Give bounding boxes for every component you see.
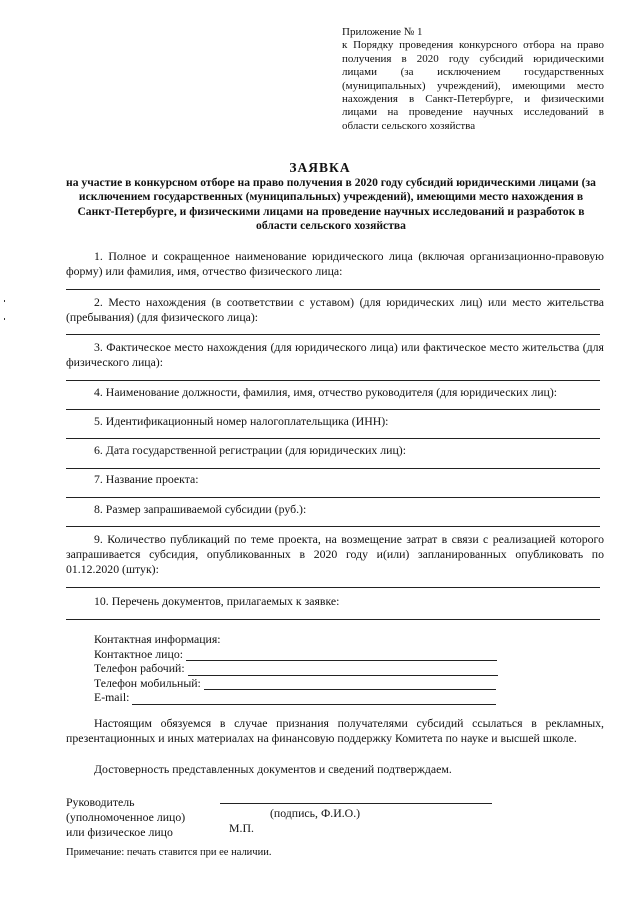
form-item-8: 8. Размер запрашиваемой субсидии (руб.):: [94, 502, 307, 516]
form-item-9: 9. Количество публикаций по теме проекта, на возмещение затрат в связи с реализацией которого запрашивается субсидия, опубликованных в 2020 году и(или) запланированных опубликовать по 01.12.2020 (штук):: [66, 532, 604, 577]
form-item-1: 1. Полное и сокращенное наименование юридического лица (включая организационно-правовую форму) или фамилия, имя, отчество физического лица:: [66, 249, 604, 279]
margin-mark: [4, 318, 5, 320]
answer-line-4[interactable]: [66, 409, 600, 410]
form-item-7: 7. Название проекта:: [94, 472, 199, 486]
answer-line-6[interactable]: [66, 468, 600, 469]
answer-line-1[interactable]: [66, 289, 600, 290]
form-item-10: 10. Перечень документов, прилагаемых к заявке:: [94, 594, 340, 608]
answer-line-10[interactable]: [66, 619, 600, 620]
work-phone-field[interactable]: [188, 664, 498, 676]
email-field[interactable]: [132, 693, 496, 705]
mobile-phone-label: Телефон мобильный:: [94, 675, 201, 690]
annex-title: Приложение № 1: [342, 26, 423, 38]
annex-text: к Порядку проведения конкурсного отбора на право получения в 2020 году субсидий юридическими лицами (за исключением государственных (муниципальных) учреждений), имеющими место нахождения в Санкт-Петербурге, и физическими лицами на проведение научных исследований в области сельского хозяйства: [342, 39, 604, 132]
contact-heading: Контактная информация:: [94, 632, 221, 646]
answer-line-2[interactable]: [66, 334, 600, 335]
form-item-6: 6. Дата государственной регистрации (для юридических лиц):: [94, 443, 406, 457]
annex-block: [342, 26, 604, 133]
form-item-5: 5. Идентификационный номер налогоплательщика (ИНН):: [94, 414, 389, 428]
answer-line-9[interactable]: [66, 587, 600, 588]
document-subtitle: на участие в конкурсном отборе на право получения в 2020 году субсидий юридическими лицами (за исключением государственных (муниципальных) учреждений), имеющими место нахождения в Санкт-Петербурге, и физическими лицами на проведение научных исследований и разработок в области сельского хозяйства: [66, 176, 596, 233]
form-item-2: 2. Место нахождения (в соответствии с уставом) (для юридических лиц) или место жительства (пребывания) (для физического лица):: [66, 295, 604, 325]
answer-line-5[interactable]: [66, 438, 600, 439]
email-label: E-mail:: [94, 690, 130, 705]
contact-person-label: Контактное лицо:: [94, 646, 183, 661]
form-item-3: 3. Фактическое место нахождения (для юридического лица) или фактическое место жительства (для физического лица):: [66, 340, 604, 370]
margin-mark: [4, 300, 5, 302]
signatory-label: [66, 795, 185, 840]
answer-line-7[interactable]: [66, 497, 600, 498]
signatory-line-3: или физическое лицо: [66, 825, 173, 839]
signature-line[interactable]: [220, 803, 492, 804]
mobile-phone-field[interactable]: [204, 678, 496, 690]
form-item-4: 4. Наименование должности, фамилия, имя, отчество руководителя (для юридических лиц):: [94, 385, 558, 399]
work-phone-label: Телефон рабочий:: [94, 661, 185, 676]
stamp-placeholder: М.П.: [229, 821, 254, 835]
signatory-line-1: Руководитель: [66, 795, 135, 809]
signatory-line-2: (уполномоченное лицо): [66, 810, 186, 824]
document-title: ЗАЯВКА: [289, 160, 351, 175]
commitment-paragraph: Настоящим обязуемся в случае признания получателями субсидий ссылаться в рекламных, презентационных и иных материалах на финансовую поддержку Комитета по науке и высшей школе.: [66, 716, 604, 746]
contact-block: [94, 632, 498, 705]
contact-person-field[interactable]: [186, 649, 497, 661]
answer-line-8[interactable]: [66, 526, 600, 527]
signature-caption: (подпись, Ф.И.О.): [270, 806, 361, 820]
footnote: Примечание: печать ставится при ее наличии.: [66, 847, 272, 858]
answer-line-3[interactable]: [66, 380, 600, 381]
confirmation-paragraph: Достоверность представленных документов и сведений подтверждаем.: [94, 762, 452, 776]
